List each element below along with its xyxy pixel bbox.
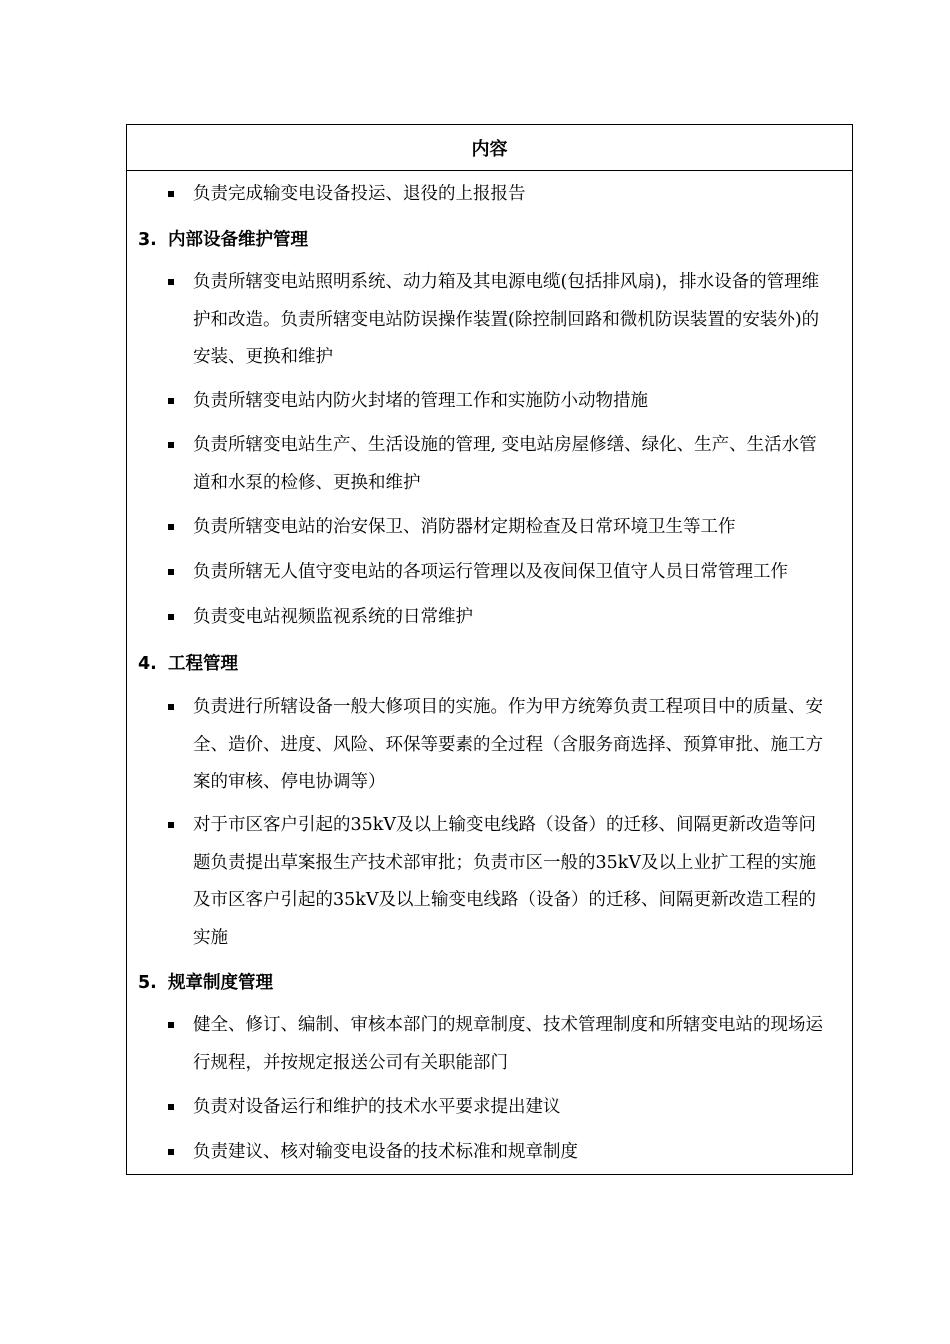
list-item: 健全、修订、编制、审核本部门的规章制度、技术管理制度和所辖变电站的现场运行规程，并按规定报送公司有关职能部门: [168, 1007, 823, 1082]
bullet-marker: [168, 822, 174, 828]
bullet-marker: [168, 279, 174, 285]
bullet-marker: [168, 191, 174, 197]
table-header-title: 内容: [471, 138, 508, 160]
bullet-marker: [168, 1104, 174, 1110]
section-heading: 3. 内部设备维护管理: [138, 230, 308, 250]
bullet-marker: [168, 524, 174, 530]
list-item: 负责完成输变电设备投运、退役的上报报告: [168, 176, 823, 214]
list-item: 负责对设备运行和维护的技术水平要求提出建议: [168, 1089, 823, 1127]
list-item: 负责所辖变电站生产、生活设施的管理, 变电站房屋修缮、绿化、生产、生活水管道和水泵的检修、更换和维护: [168, 427, 823, 502]
list-item: 负责所辖变电站照明系统、动力箱及其电源电缆(包括排风扇)，排水设备的管理维护和改造。负责所辖变电站防误操作装置(除控制回路和微机防误装置的安装外)的安装、更换和维护: [168, 264, 823, 377]
bullet-marker: [168, 1022, 174, 1028]
list-item: 负责所辖无人值守变电站的各项运行管理以及夜间保卫值守人员日常管理工作: [168, 554, 823, 592]
list-item: 负责所辖变电站的治安保卫、消防器材定期检查及日常环境卫生等工作: [168, 509, 823, 547]
list-item: 负责建议、核对输变电设备的技术标准和规章制度: [168, 1134, 823, 1172]
section-heading: 5. 规章制度管理: [138, 973, 273, 993]
content-table: [126, 124, 853, 1175]
section-heading: 4. 工程管理: [138, 654, 238, 674]
bullet-marker: [168, 442, 174, 448]
list-item: 对于市区客户引起的35kV及以上输变电线路（设备）的迁移、间隔更新改造等问题负责提出草案报生产技术部审批；负责市区一般的35kV及以上业扩工程的实施及市区客户引起的35kV及以上输变电线路（设备）的迁移、间隔更新改造工程的实施: [168, 807, 823, 957]
bullet-marker: [168, 1149, 174, 1155]
bullet-marker: [168, 569, 174, 575]
list-item: 负责变电站视频监视系统的日常维护: [168, 599, 823, 637]
bullet-marker: [168, 704, 174, 710]
bullet-marker: [168, 614, 174, 620]
list-item: 负责进行所辖设备一般大修项目的实施。作为甲方统筹负责工程项目中的质量、安全、造价、进度、风险、环保等要素的全过程（含服务商选择、预算审批、施工方案的审核、停电协调等）: [168, 689, 823, 802]
list-item: 负责所辖变电站内防火封堵的管理工作和实施防小动物措施: [168, 383, 823, 421]
bullet-marker: [168, 398, 174, 404]
table-header: [127, 125, 852, 171]
